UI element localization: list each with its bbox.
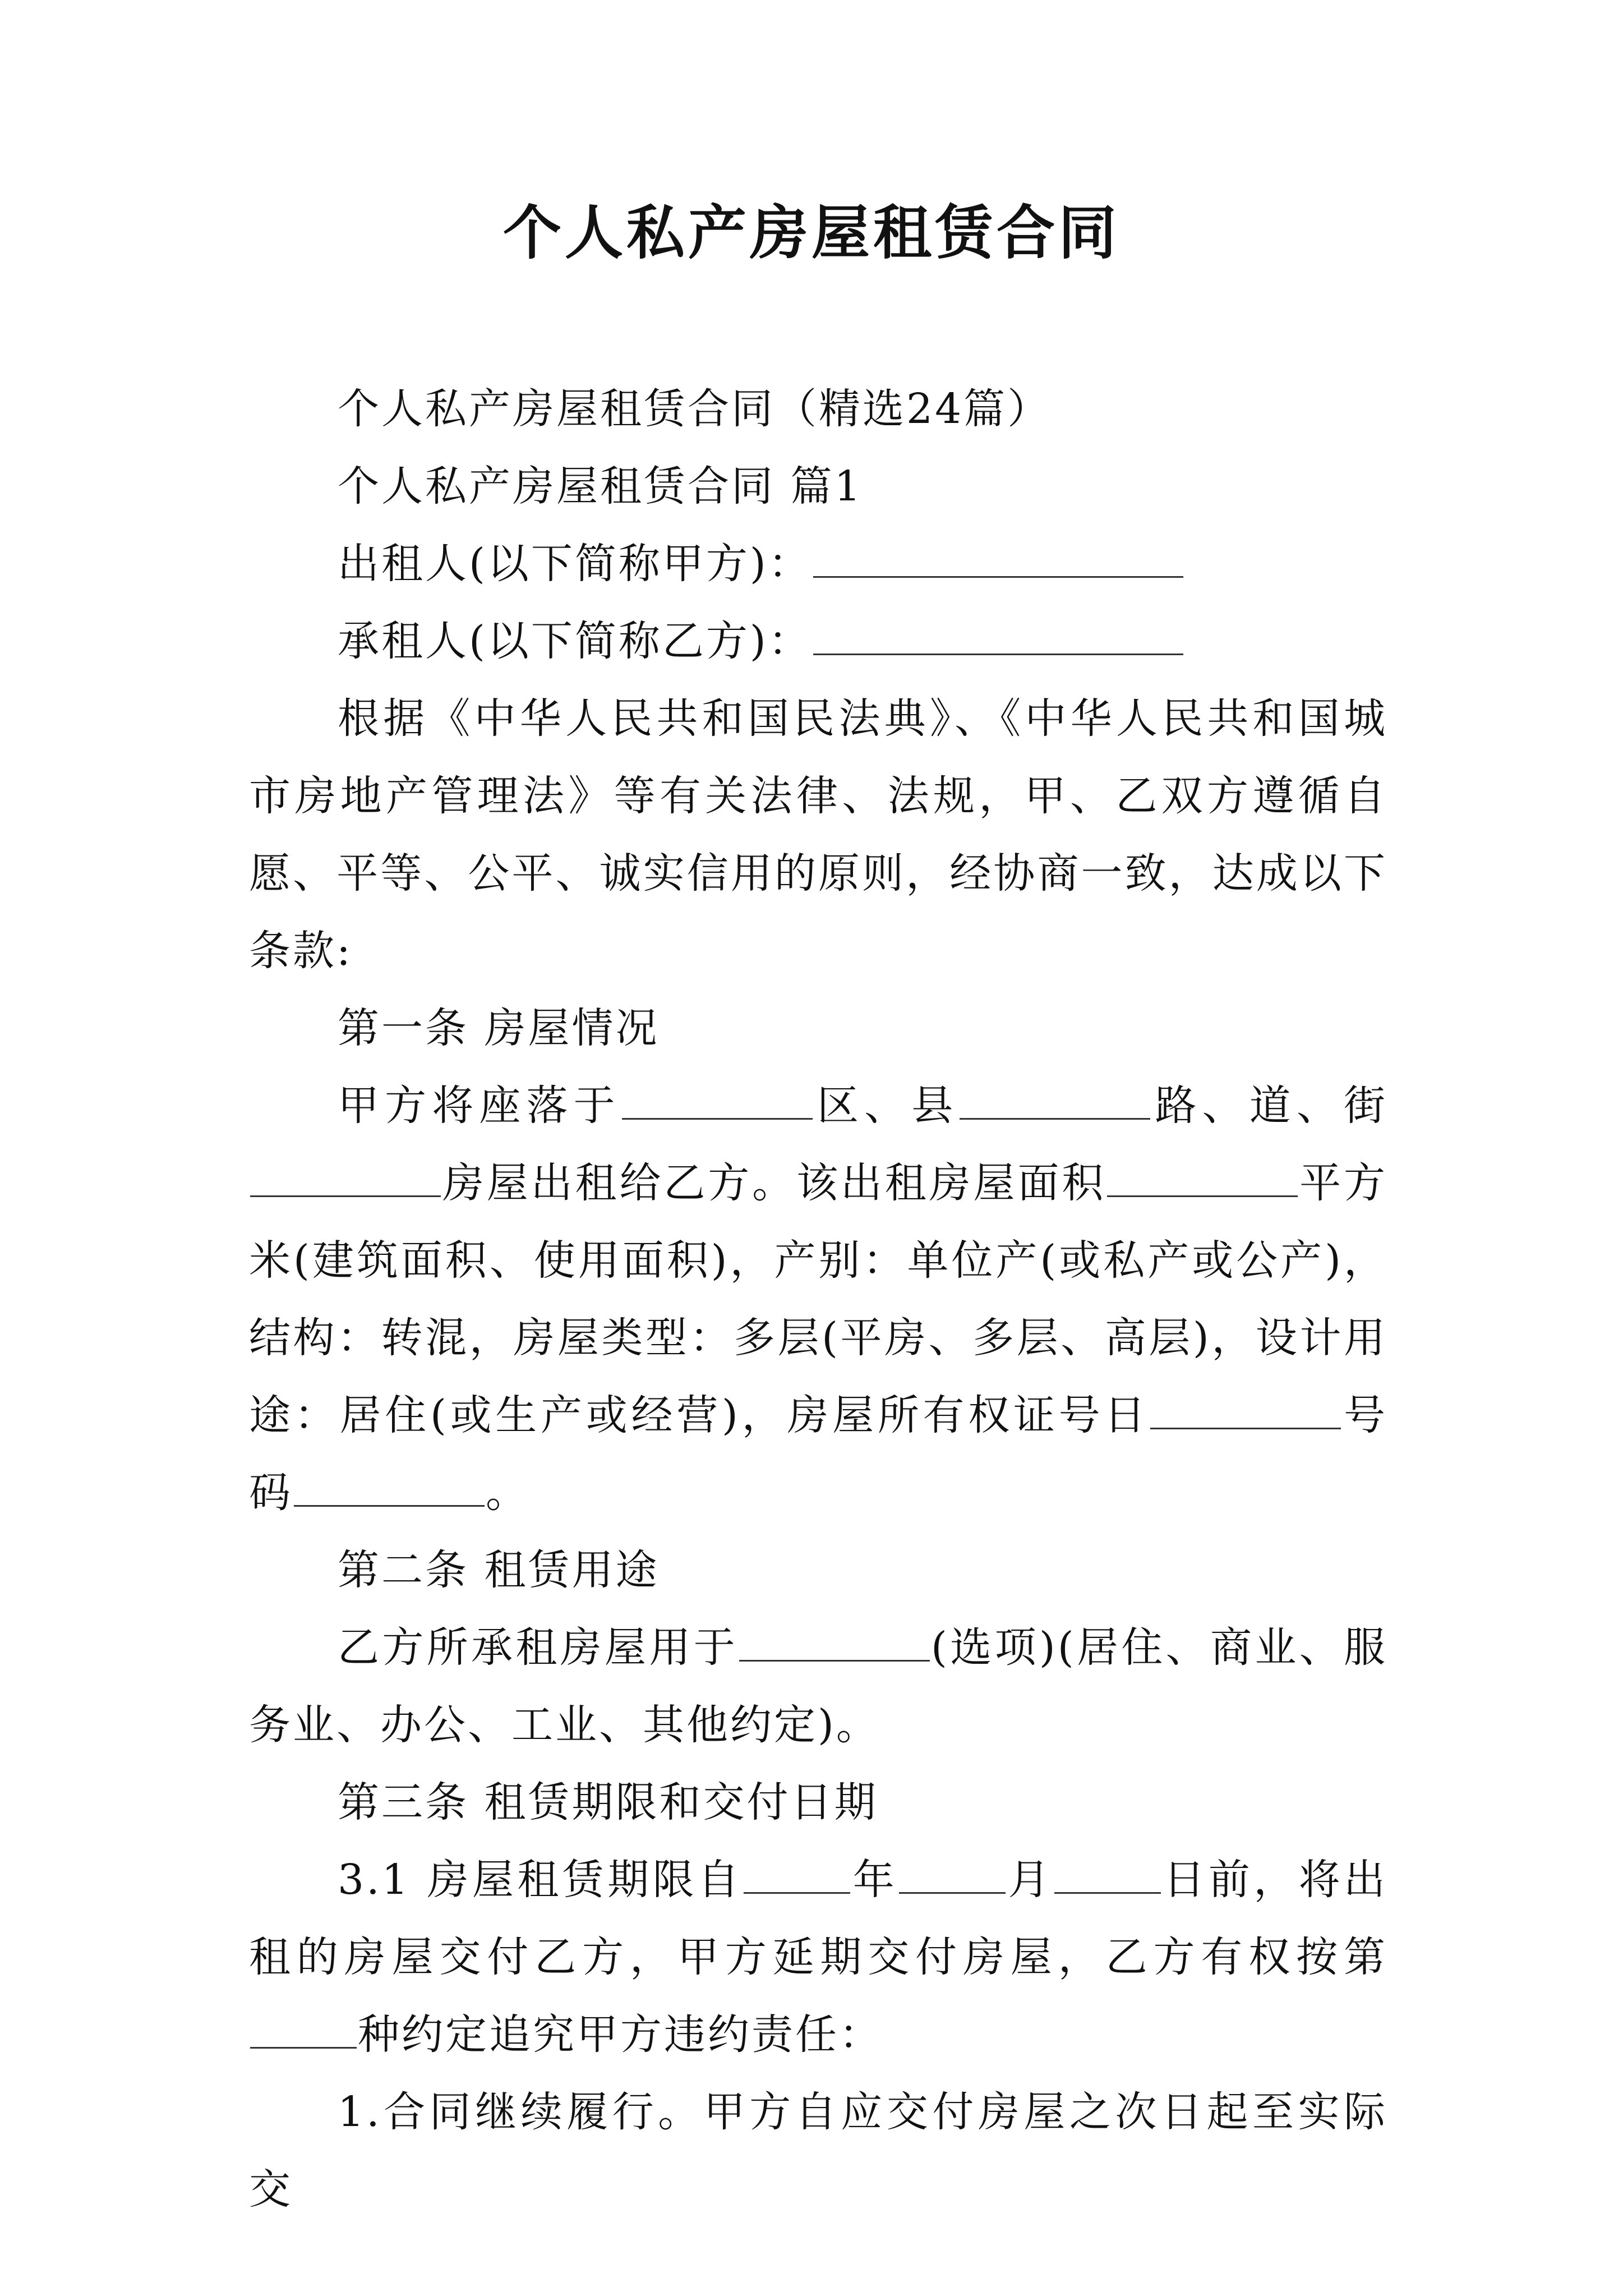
certificate-number-blank — [294, 1469, 485, 1507]
district-blank — [622, 1082, 813, 1120]
article3-text-3: 月 — [1007, 1856, 1054, 1904]
lessor-blank — [813, 540, 1183, 578]
lessee-blank — [813, 618, 1183, 655]
purpose-blank — [739, 1624, 930, 1662]
article3-item1: 1.合同继续履行。甲方自应交付房屋之次日起至实际交 — [249, 2088, 1387, 2214]
article1-text-5: 平方米(建筑面积、使用面积)，产别：单位产(或私产或公产)，结构：转混，房屋类型：多层(平房、多层、高层)，设计用途：居住(或生产或经营)，房屋所有权证号日 — [249, 1159, 1388, 1439]
area-blank — [1107, 1159, 1298, 1197]
article1-text-3: 路、道、街 — [1151, 1082, 1388, 1130]
section-heading: 个人私产房屋租赁合同 篇1 — [338, 462, 863, 510]
lessor-label: 出租人(以下简称甲方)： — [338, 540, 812, 588]
article3-text — [249, 1841, 1387, 2073]
road-blank — [960, 1082, 1150, 1120]
certificate-date-blank — [1150, 1392, 1341, 1429]
article1-text-6: 号码 — [249, 1391, 1387, 1517]
lessee-label: 承租人(以下简称乙方)： — [338, 617, 812, 665]
article3-text-2: 年 — [851, 1856, 898, 1904]
article1-text-2: 区、县 — [813, 1082, 959, 1130]
article3-heading: 第三条 租赁期限和交付日期 — [338, 1778, 878, 1826]
lessee-line — [249, 602, 1387, 680]
article2-text-1: 乙方所承租房屋用于 — [338, 1623, 739, 1672]
article2-text-2: (选项)(居住、商业、服务业、办公、工业、其他约定)。 — [249, 1623, 1388, 1749]
article3-text-1: 3.1 房屋租赁期限自 — [338, 1856, 743, 1904]
article3-text-4: 日前，将出租的房屋交付乙方，甲方延期交付房屋，乙方有权按第 — [249, 1856, 1388, 1981]
article2-heading: 第二条 租赁用途 — [338, 1546, 660, 1594]
article1-text-4: 房屋出租给乙方。该出租房屋面积 — [442, 1159, 1106, 1207]
document-title: 个人私产房屋租赁合同 — [502, 198, 1120, 267]
article2-text — [249, 1609, 1387, 1764]
month-blank — [899, 1856, 1006, 1894]
option-number-blank — [250, 2011, 357, 2049]
street-blank — [250, 1159, 441, 1197]
day-blank — [1054, 1856, 1161, 1894]
article1-heading: 第一条 房屋情况 — [338, 1004, 660, 1052]
subtitle: 个人私产房屋租赁合同（精选24篇） — [338, 385, 1052, 433]
year-blank — [744, 1856, 850, 1894]
article3-text-5: 种约定追究甲方违约责任： — [358, 2010, 883, 2059]
article1-text — [249, 1067, 1387, 1531]
document-body — [249, 370, 1387, 2228]
lessor-line — [249, 525, 1387, 602]
preamble: 根据《中华人民共和国民法典》、《中华人民共和国城市房地产管理法》等有关法律、法规，甲、乙双方遵循自愿、平等、公平、诚实信用的原则，经协商一致，达成以下条款: — [249, 694, 1387, 975]
article1-text-7: 。 — [486, 1469, 529, 1517]
article1-text-1: 甲方将座落于 — [338, 1082, 621, 1130]
